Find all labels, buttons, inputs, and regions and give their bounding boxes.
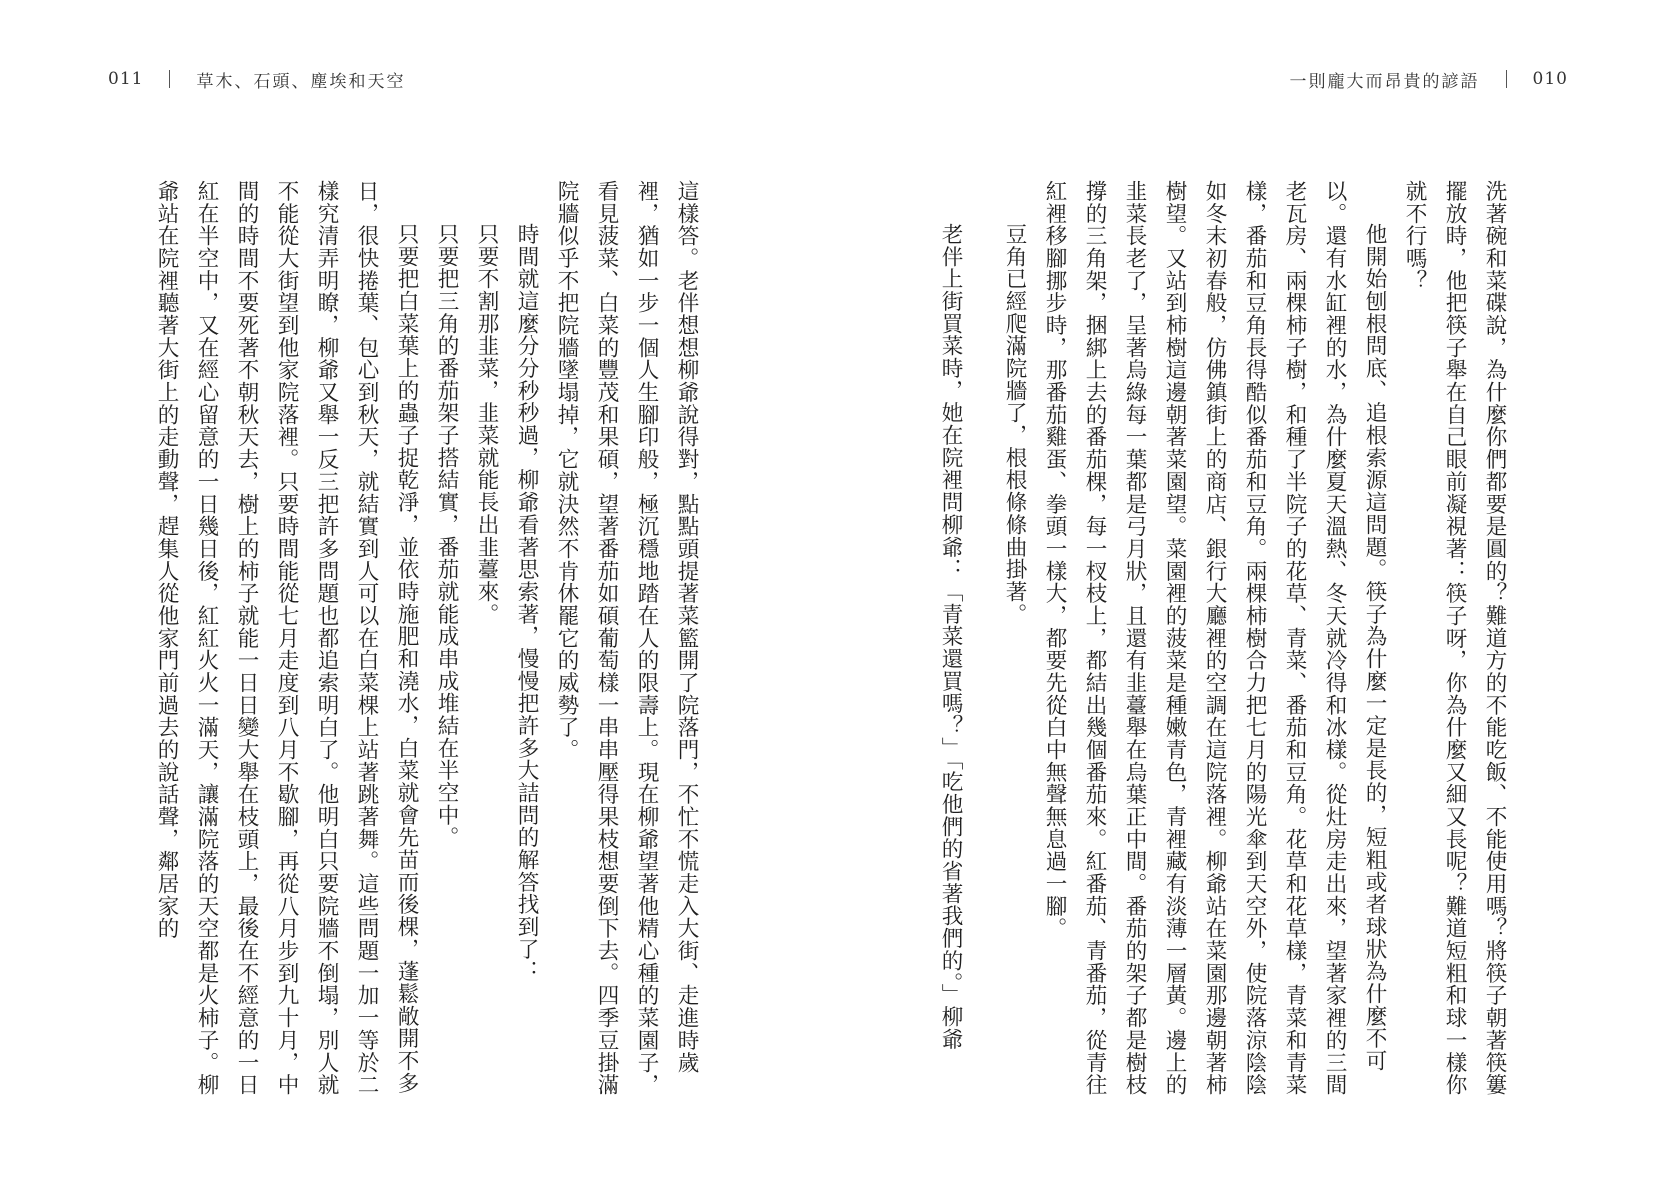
paragraph: 只要把三角的番茄架子搭結實，番茄就能成串成堆結在半空中。 xyxy=(434,223,459,849)
right-page-number: 010 xyxy=(1532,69,1568,89)
right-running-title: 一則龐大而昂貴的諺語 xyxy=(1289,71,1480,92)
paragraph: 這樣答。老伴想想柳爺說得對，點點頭提著菜籃開了院落門，不忙不慌走入大街、走進時歲裡，猶如一步一個人生腳印般，極沉穩地踏在人的限壽上。現在柳爺望著他精心種的菜園子，看見菠菜、白菜的豐茂和果碩，望著番茄如碩葡萄樣一串串壓得果枝想要倒下去。四季豆掛滿院牆似乎不把院牆墜塌掉，它就決然不肯休罷它的威勢了。 xyxy=(554,180,699,1096)
header-separator xyxy=(169,70,170,88)
paragraph: 只要不割那韭菜，韭菜就能長出韭薹來。 xyxy=(474,223,499,626)
right-page-body xyxy=(874,180,1514,1100)
paragraph: 老伴上街買菜時，她在院裡問柳爺：「青菜還買嗎？」「吃他們的省著我們的。」柳爺 xyxy=(938,223,963,1051)
paragraph: 他開始刨根問底、追根索源這問題。筷子為什麼一定是長的，短粗或者球狀為什麼不可以。還有水缸裡的水，為什麼夏天溫熱、冬天就冷得和冰樣。從灶房走出來，望著家裡的三間老瓦房、兩棵柿子樹，和種了半院子的花草、青菜、番茄和豆角。花草和花草樣，青菜和青菜樣，番茄和豆角長得酷似番茄和豆角。兩棵柿樹合力把七月的陽光傘到天空外，使院落涼陰陰如冬末初春般，仿佛鎮街上的商店、銀行大廳裡的空調在這院落裡。柳爺站在菜園那邊朝著柿樹望。又站到柿樹這邊朝著菜園望。菜園裡的菠菜是種嫩青色，青裡藏有淡薄一層黃。邊上的韭菜長老了，呈著烏綠每一葉都是弓月狀，且還有韭薹舉在烏葉正中間。番茄的架子都是樹枝撐的三角架，捆綁上去的番茄棵，每一杈枝上，都結出幾個番茄來。紅番茄、青番茄，從青往紅裡移腳挪步時，那番茄雞蛋、拳頭一樣大，都要先從白中無聲無息過一腳。 xyxy=(1042,180,1387,1096)
right-page-header xyxy=(1290,64,1568,94)
paragraph: 洗著碗和菜碟說，為什麼你們都要是圓的？難道方的不能吃飯、不能使用嗎？將筷子朝著筷簍擺放時，他把筷子舉在自己眼前凝視著：筷子呀，你為什麼又細又長呢？難道短粗和球一樣你就不行嗎？ xyxy=(1402,180,1507,1096)
header-separator xyxy=(1506,70,1507,88)
left-page-body xyxy=(106,180,706,1100)
left-page-header xyxy=(108,64,405,94)
paragraph: 只要把白菜葉上的蟲子捉乾淨，並依時施肥和澆水，白菜就會先苗而後棵，蓬鬆敞開不多日，很快捲葉、包心到秋天，就結實到人可以在白菜棵上站著跳著舞。這些問題一加一等於二樣究清弄明瞭，柳爺又舉一反三把許多問題也都追索明白了。他明白只要院牆不倒塌，別人就不能從大街望到他家院落裡。只要時間能從七月走度到八月不歇腳，再從八月步到九十月，中間的時間不要死著不朝秋天去，樹上的柿子就能一日日變大舉在枝頭上，最後在不經意的一日紅在半空中，又在經心留意的一日幾日後，紅紅火火一滿天，讓滿院落的天空都是火柿子。柳爺站在院裡聽著大街上的走動聲，趕集人從他家門前過去的說話聲，鄰居家的 xyxy=(154,180,419,1096)
left-running-title: 草木、石頭、塵埃和天空 xyxy=(196,71,406,92)
paragraph: 時間就這麼分分秒秒過，柳爺看著思索著，慢慢把許多大詰問的解答找到了： xyxy=(514,223,539,983)
left-page-number: 011 xyxy=(108,69,144,89)
paragraph: 豆角已經爬滿院牆了，根根條條曲掛著。 xyxy=(1002,223,1027,626)
